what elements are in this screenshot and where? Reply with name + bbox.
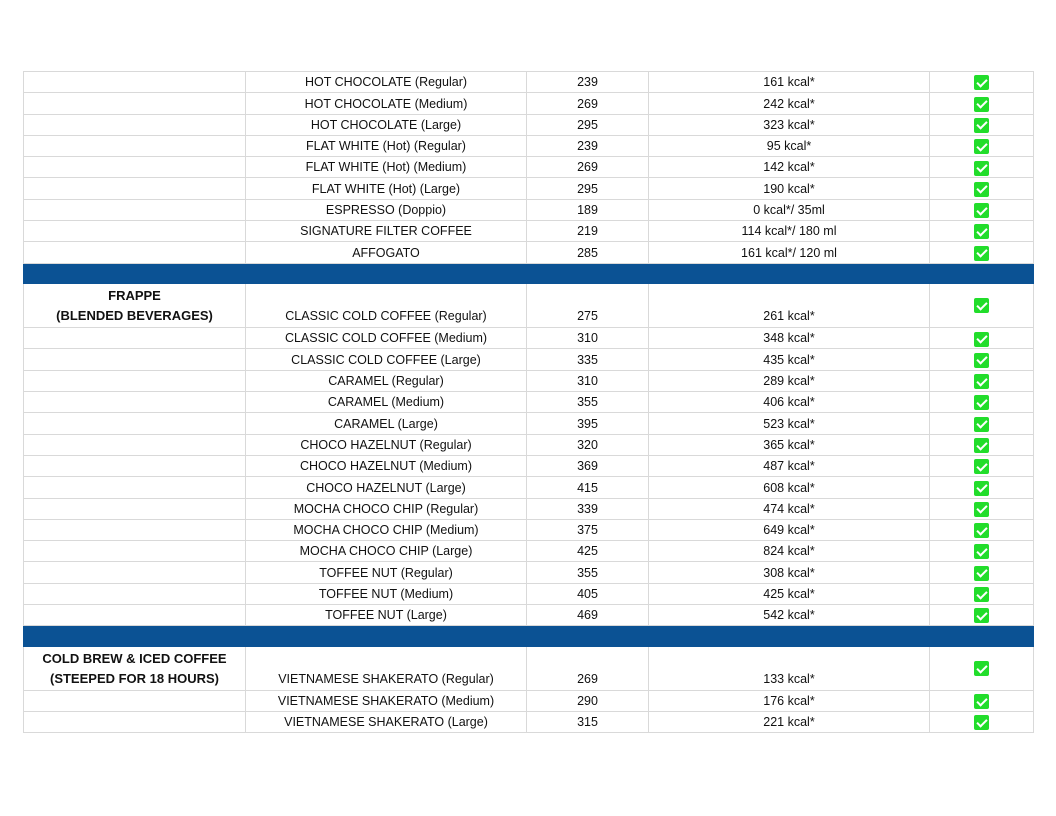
section-separator (24, 263, 1034, 284)
item-calories: 406 kcal* (649, 392, 930, 413)
table-row (24, 541, 1034, 562)
green-checkbox-icon (974, 203, 989, 218)
availability-cell (930, 519, 1034, 540)
availability-cell (930, 646, 1034, 690)
item-calories: 95 kcal* (649, 135, 930, 156)
menu-table (23, 71, 1034, 733)
item-name: FLAT WHITE (Hot) (Medium) (246, 157, 527, 178)
item-price: 355 (527, 562, 649, 583)
table-row (24, 519, 1034, 540)
section-cell (24, 392, 246, 413)
item-price: 275 (527, 284, 649, 328)
item-calories: 308 kcal* (649, 562, 930, 583)
item-calories: 425 kcal* (649, 583, 930, 604)
section-title-line2: (STEEPED FOR 18 HOURS) (49, 670, 220, 686)
table-row (24, 455, 1034, 476)
green-checkbox-icon (974, 544, 989, 559)
section-cell (24, 328, 246, 349)
availability-cell (930, 413, 1034, 434)
item-name: TOFFEE NUT (Medium) (246, 583, 527, 604)
availability-cell (930, 114, 1034, 135)
green-checkbox-icon (974, 459, 989, 474)
green-checkbox-icon (974, 608, 989, 623)
separator-cell (649, 626, 930, 647)
separator-cell (246, 263, 527, 284)
section-cell (24, 519, 246, 540)
section-cell (24, 562, 246, 583)
availability-cell (930, 221, 1034, 242)
item-price: 269 (527, 93, 649, 114)
item-calories: 474 kcal* (649, 498, 930, 519)
item-price: 375 (527, 519, 649, 540)
table-row (24, 93, 1034, 114)
item-calories: 261 kcal* (649, 284, 930, 328)
availability-cell (930, 605, 1034, 626)
item-name: CHOCO HAZELNUT (Large) (246, 477, 527, 498)
menu-body (24, 72, 1034, 733)
section-cell (24, 349, 246, 370)
availability-cell (930, 199, 1034, 220)
green-checkbox-icon (974, 438, 989, 453)
item-name: VIETNAMESE SHAKERATO (Regular) (246, 646, 527, 690)
availability-cell (930, 434, 1034, 455)
item-name: TOFFEE NUT (Large) (246, 605, 527, 626)
item-price: 285 (527, 242, 649, 263)
item-name: CLASSIC COLD COFFEE (Regular) (246, 284, 527, 328)
table-row (24, 434, 1034, 455)
section-title-line1: COLD BREW & ICED COFFEE (42, 650, 227, 666)
item-price: 405 (527, 583, 649, 604)
table-row (24, 690, 1034, 711)
item-price: 269 (527, 646, 649, 690)
item-calories: 221 kcal* (649, 712, 930, 733)
table-row (24, 72, 1034, 93)
item-name: CHOCO HAZELNUT (Regular) (246, 434, 527, 455)
table-row (24, 392, 1034, 413)
item-price: 269 (527, 157, 649, 178)
item-name: MOCHA CHOCO CHIP (Medium) (246, 519, 527, 540)
green-checkbox-icon (974, 694, 989, 709)
section-cell (24, 434, 246, 455)
table-row (24, 413, 1034, 434)
item-calories: 824 kcal* (649, 541, 930, 562)
green-checkbox-icon (974, 715, 989, 730)
item-name: ESPRESSO (Doppio) (246, 199, 527, 220)
item-name: MOCHA CHOCO CHIP (Large) (246, 541, 527, 562)
section-cell (24, 605, 246, 626)
availability-cell (930, 562, 1034, 583)
section-cell (24, 370, 246, 391)
item-calories: 542 kcal* (649, 605, 930, 626)
section-cell (24, 135, 246, 156)
item-name: AFFOGATO (246, 242, 527, 263)
green-checkbox-icon (974, 298, 989, 313)
item-price: 395 (527, 413, 649, 434)
green-checkbox-icon (974, 182, 989, 197)
green-checkbox-icon (974, 661, 989, 676)
availability-cell (930, 392, 1034, 413)
item-price: 310 (527, 328, 649, 349)
separator-cell (930, 626, 1034, 647)
item-calories: 323 kcal* (649, 114, 930, 135)
section-cell (24, 583, 246, 604)
availability-cell (930, 498, 1034, 519)
section-cell (24, 93, 246, 114)
separator-cell (930, 263, 1034, 284)
item-price: 239 (527, 72, 649, 93)
item-name: HOT CHOCOLATE (Regular) (246, 72, 527, 93)
item-calories: 289 kcal* (649, 370, 930, 391)
item-calories: 176 kcal* (649, 690, 930, 711)
table-row (24, 221, 1034, 242)
green-checkbox-icon (974, 246, 989, 261)
section-separator (24, 626, 1034, 647)
section-cell (24, 114, 246, 135)
item-calories: 608 kcal* (649, 477, 930, 498)
item-calories: 190 kcal* (649, 178, 930, 199)
item-calories: 161 kcal* (649, 72, 930, 93)
item-calories: 161 kcal*/ 120 ml (649, 242, 930, 263)
item-name: CHOCO HAZELNUT (Medium) (246, 455, 527, 476)
item-calories: 523 kcal* (649, 413, 930, 434)
item-price: 315 (527, 712, 649, 733)
item-price: 425 (527, 541, 649, 562)
section-cell (24, 221, 246, 242)
item-price: 295 (527, 114, 649, 135)
item-name: CARAMEL (Large) (246, 413, 527, 434)
item-name: SIGNATURE FILTER COFFEE (246, 221, 527, 242)
section-title (24, 646, 246, 690)
availability-cell (930, 349, 1034, 370)
availability-cell (930, 541, 1034, 562)
table-row (24, 157, 1034, 178)
item-name: HOT CHOCOLATE (Medium) (246, 93, 527, 114)
item-name: FLAT WHITE (Hot) (Large) (246, 178, 527, 199)
availability-cell (930, 242, 1034, 263)
item-name: CARAMEL (Medium) (246, 392, 527, 413)
separator-cell (649, 263, 930, 284)
green-checkbox-icon (974, 417, 989, 432)
green-checkbox-icon (974, 566, 989, 581)
item-name: VIETNAMESE SHAKERATO (Medium) (246, 690, 527, 711)
section-cell (24, 178, 246, 199)
table-row (24, 328, 1034, 349)
item-price: 219 (527, 221, 649, 242)
table-row (24, 199, 1034, 220)
item-name: MOCHA CHOCO CHIP (Regular) (246, 498, 527, 519)
availability-cell (930, 328, 1034, 349)
separator-cell (24, 263, 246, 284)
green-checkbox-icon (974, 161, 989, 176)
item-calories: 348 kcal* (649, 328, 930, 349)
item-name: VIETNAMESE SHAKERATO (Large) (246, 712, 527, 733)
availability-cell (930, 178, 1034, 199)
item-price: 339 (527, 498, 649, 519)
table-row (24, 646, 1034, 690)
table-row (24, 477, 1034, 498)
table-row (24, 605, 1034, 626)
item-name: TOFFEE NUT (Regular) (246, 562, 527, 583)
item-price: 469 (527, 605, 649, 626)
item-calories: 133 kcal* (649, 646, 930, 690)
green-checkbox-icon (974, 353, 989, 368)
item-calories: 0 kcal*/ 35ml (649, 199, 930, 220)
table-row (24, 349, 1034, 370)
item-calories: 242 kcal* (649, 93, 930, 114)
item-calories: 487 kcal* (649, 455, 930, 476)
green-checkbox-icon (974, 332, 989, 347)
item-calories: 114 kcal*/ 180 ml (649, 221, 930, 242)
green-checkbox-icon (974, 523, 989, 538)
availability-cell (930, 284, 1034, 328)
separator-cell (527, 263, 649, 284)
availability-cell (930, 583, 1034, 604)
item-price: 369 (527, 455, 649, 476)
section-cell (24, 242, 246, 263)
availability-cell (930, 370, 1034, 391)
section-cell (24, 690, 246, 711)
section-cell (24, 413, 246, 434)
green-checkbox-icon (974, 502, 989, 517)
section-title (24, 284, 246, 328)
table-row (24, 114, 1034, 135)
availability-cell (930, 477, 1034, 498)
green-checkbox-icon (974, 374, 989, 389)
section-cell (24, 157, 246, 178)
separator-cell (246, 626, 527, 647)
table-row (24, 178, 1034, 199)
green-checkbox-icon (974, 587, 989, 602)
green-checkbox-icon (974, 97, 989, 112)
item-calories: 435 kcal* (649, 349, 930, 370)
item-price: 355 (527, 392, 649, 413)
item-name: CLASSIC COLD COFFEE (Medium) (246, 328, 527, 349)
item-name: CLASSIC COLD COFFEE (Large) (246, 349, 527, 370)
item-price: 290 (527, 690, 649, 711)
availability-cell (930, 690, 1034, 711)
availability-cell (930, 712, 1034, 733)
item-price: 189 (527, 199, 649, 220)
table-row (24, 284, 1034, 328)
section-cell (24, 199, 246, 220)
section-title-line2: (BLENDED BEVERAGES) (56, 308, 213, 324)
item-calories: 142 kcal* (649, 157, 930, 178)
green-checkbox-icon (974, 139, 989, 154)
green-checkbox-icon (974, 481, 989, 496)
item-name: CARAMEL (Regular) (246, 370, 527, 391)
table-row (24, 562, 1034, 583)
table-row (24, 242, 1034, 263)
availability-cell (930, 455, 1034, 476)
availability-cell (930, 157, 1034, 178)
separator-cell (24, 626, 246, 647)
green-checkbox-icon (974, 395, 989, 410)
section-cell (24, 72, 246, 93)
green-checkbox-icon (974, 75, 989, 90)
green-checkbox-icon (974, 118, 989, 133)
item-price: 320 (527, 434, 649, 455)
item-calories: 649 kcal* (649, 519, 930, 540)
section-cell (24, 477, 246, 498)
table-row (24, 370, 1034, 391)
section-cell (24, 541, 246, 562)
item-price: 335 (527, 349, 649, 370)
item-price: 415 (527, 477, 649, 498)
availability-cell (930, 72, 1034, 93)
item-calories: 365 kcal* (649, 434, 930, 455)
item-price: 310 (527, 370, 649, 391)
section-title-line1: FRAPPE (108, 288, 161, 304)
table-row (24, 135, 1034, 156)
availability-cell (930, 135, 1034, 156)
item-name: HOT CHOCOLATE (Large) (246, 114, 527, 135)
green-checkbox-icon (974, 224, 989, 239)
table-row (24, 498, 1034, 519)
table-row (24, 712, 1034, 733)
section-cell (24, 712, 246, 733)
availability-cell (930, 93, 1034, 114)
item-price: 295 (527, 178, 649, 199)
separator-cell (527, 626, 649, 647)
section-cell (24, 498, 246, 519)
item-price: 239 (527, 135, 649, 156)
item-name: FLAT WHITE (Hot) (Regular) (246, 135, 527, 156)
section-cell (24, 455, 246, 476)
table-row (24, 583, 1034, 604)
